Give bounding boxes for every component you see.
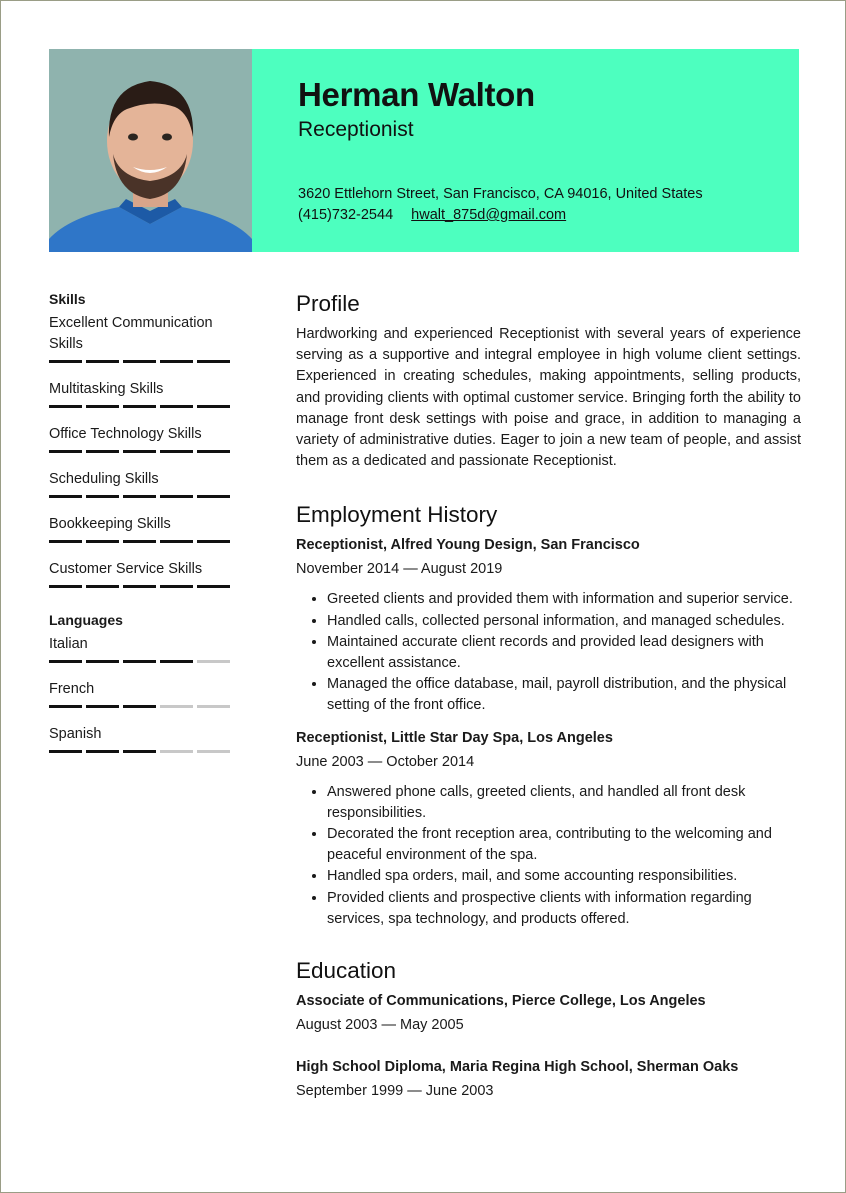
skill-name: Excellent Communication Skills: [49, 315, 213, 352]
job-title: Receptionist: [298, 118, 414, 141]
level-segment: [123, 405, 156, 408]
level-bar: [49, 585, 231, 588]
level-segment: [49, 705, 82, 708]
level-segment: [86, 495, 119, 498]
level-segment: [197, 585, 230, 588]
level-segment: [160, 705, 193, 708]
employment-heading: Employment History: [296, 502, 498, 528]
level-segment: [123, 705, 156, 708]
level-segment: [49, 660, 82, 663]
level-segment: [197, 540, 230, 543]
job-entry: [296, 728, 801, 930]
level-segment: [86, 585, 119, 588]
skills-list: [49, 313, 231, 588]
skill-item: [49, 469, 231, 498]
level-segment: [197, 705, 230, 708]
language-item: [49, 724, 231, 753]
skills-section: [49, 291, 231, 588]
skill-item: [49, 424, 231, 453]
candidate-name: Herman Walton: [298, 76, 535, 113]
bullet-item: • Answered phone calls, greeted clients, and handled all front desk responsibilities.: [327, 782, 801, 824]
language-item: [49, 634, 231, 663]
level-segment: [123, 495, 156, 498]
language-name: French: [49, 681, 95, 697]
job-bullets: [296, 782, 801, 930]
languages-list: [49, 634, 231, 753]
level-segment: [123, 585, 156, 588]
skill-item: [49, 379, 231, 408]
level-segment: [49, 360, 82, 363]
bullet-item: • Provided clients and prospective clients with information regarding services, spa technology, and products offered.: [327, 888, 801, 930]
job-dates: November 2014 — August 2019: [296, 561, 503, 578]
level-segment: [49, 585, 82, 588]
level-bar: [49, 705, 231, 708]
level-segment: [123, 660, 156, 663]
skill-name: Bookkeeping Skills: [49, 516, 171, 532]
job-title: Receptionist, Alfred Young Design, San Francisco: [296, 537, 640, 554]
bullet-item: • Decorated the front reception area, contributing to the welcoming and peaceful environment of the spa.: [327, 824, 801, 866]
level-bar: [49, 660, 231, 663]
skill-item: [49, 514, 231, 543]
level-segment: [160, 750, 193, 753]
level-segment: [160, 660, 193, 663]
employment-list: [296, 535, 801, 930]
language-name: Italian: [49, 636, 88, 652]
profile-text: Hardworking and experienced Receptionist with several years of experience serving as a supportive and integral employee in high volume client settings. Experienced in creating schedules, making appointments, selling products, and providing clients with optimal customer service. Bringing forth the ability to manage front desk settings with poise and grace, in addition to managing a variety of administrative duties. Eager to join a new team of people, and assist them as a dedicated and passionate Receptionist.: [296, 326, 801, 470]
level-segment: [160, 585, 193, 588]
level-segment: [160, 540, 193, 543]
job-title: Receptionist, Little Star Day Spa, Los Angeles: [296, 729, 613, 746]
education-title: High School Diploma, Maria Regina High School, Sherman Oaks: [296, 1059, 739, 1076]
level-segment: [197, 360, 230, 363]
bullet-item: • Handled spa orders, mail, and some accounting responsibilities.: [327, 866, 801, 887]
language-name: Spanish: [49, 726, 102, 742]
skill-name: Customer Service Skills: [49, 561, 203, 577]
job-entry: [296, 535, 801, 716]
level-segment: [86, 360, 119, 363]
level-segment: [197, 660, 230, 663]
level-segment: [160, 450, 193, 453]
skills-heading: Skills: [49, 291, 86, 307]
skill-item: [49, 313, 231, 363]
bullet-item: • Handled calls, collected personal information, and managed schedules.: [327, 611, 801, 632]
level-segment: [86, 750, 119, 753]
level-segment: [86, 660, 119, 663]
education-list: [296, 991, 801, 1101]
level-segment: [49, 450, 82, 453]
level-bar: [49, 750, 231, 753]
education-entry: [296, 1057, 801, 1101]
education-dates: September 1999 — June 2003: [296, 1083, 494, 1100]
level-segment: [86, 540, 119, 543]
resume-header: [49, 49, 799, 252]
phone: (415)732-2544: [298, 207, 394, 223]
right-column: [296, 291, 801, 1101]
level-segment: [160, 405, 193, 408]
profile-photo: [49, 49, 252, 252]
skill-name: Multitasking Skills: [49, 381, 164, 397]
level-segment: [49, 540, 82, 543]
level-bar: [49, 495, 231, 498]
bullet-item: • Greeted clients and provided them with information and superior service.: [327, 589, 801, 610]
level-segment: [49, 495, 82, 498]
email-link[interactable]: hwalt_875d@gmail.com: [411, 207, 567, 223]
skill-name: Office Technology Skills: [49, 426, 202, 442]
languages-heading: Languages: [49, 612, 123, 628]
level-segment: [86, 705, 119, 708]
level-segment: [123, 360, 156, 363]
level-segment: [49, 750, 82, 753]
level-bar: [49, 360, 231, 363]
profile-heading: Profile: [296, 291, 360, 316]
left-column: [49, 291, 231, 769]
level-segment: [49, 405, 82, 408]
level-bar: [49, 450, 231, 453]
skill-name: Scheduling Skills: [49, 471, 159, 487]
level-segment: [197, 405, 230, 408]
level-segment: [123, 750, 156, 753]
job-bullets: [296, 589, 801, 716]
skill-item: [49, 559, 231, 588]
level-bar: [49, 405, 231, 408]
level-bar: [49, 540, 231, 543]
level-segment: [86, 405, 119, 408]
language-item: [49, 679, 231, 708]
level-segment: [197, 450, 230, 453]
bullet-item: • Managed the office database, mail, payroll distribution, and the physical setting of the front office.: [327, 674, 801, 716]
contact-row: [298, 207, 566, 223]
bullet-item: • Maintained accurate client records and provided lead designers with excellent assistance.: [327, 632, 801, 674]
level-segment: [123, 540, 156, 543]
level-segment: [160, 360, 193, 363]
education-dates: August 2003 — May 2005: [296, 1017, 464, 1034]
address: 3620 Ettlehorn Street, San Francisco, CA 94016, United States: [298, 186, 703, 202]
education-title: Associate of Communications, Pierce College, Los Angeles: [296, 993, 706, 1010]
level-segment: [123, 450, 156, 453]
languages-section: [49, 612, 231, 753]
job-dates: June 2003 — October 2014: [296, 753, 475, 770]
level-segment: [160, 495, 193, 498]
level-segment: [86, 450, 119, 453]
person-photo-icon: [49, 49, 252, 252]
level-segment: [197, 750, 230, 753]
level-segment: [197, 495, 230, 498]
education-entry: [296, 991, 801, 1035]
education-heading: Education: [296, 958, 397, 984]
